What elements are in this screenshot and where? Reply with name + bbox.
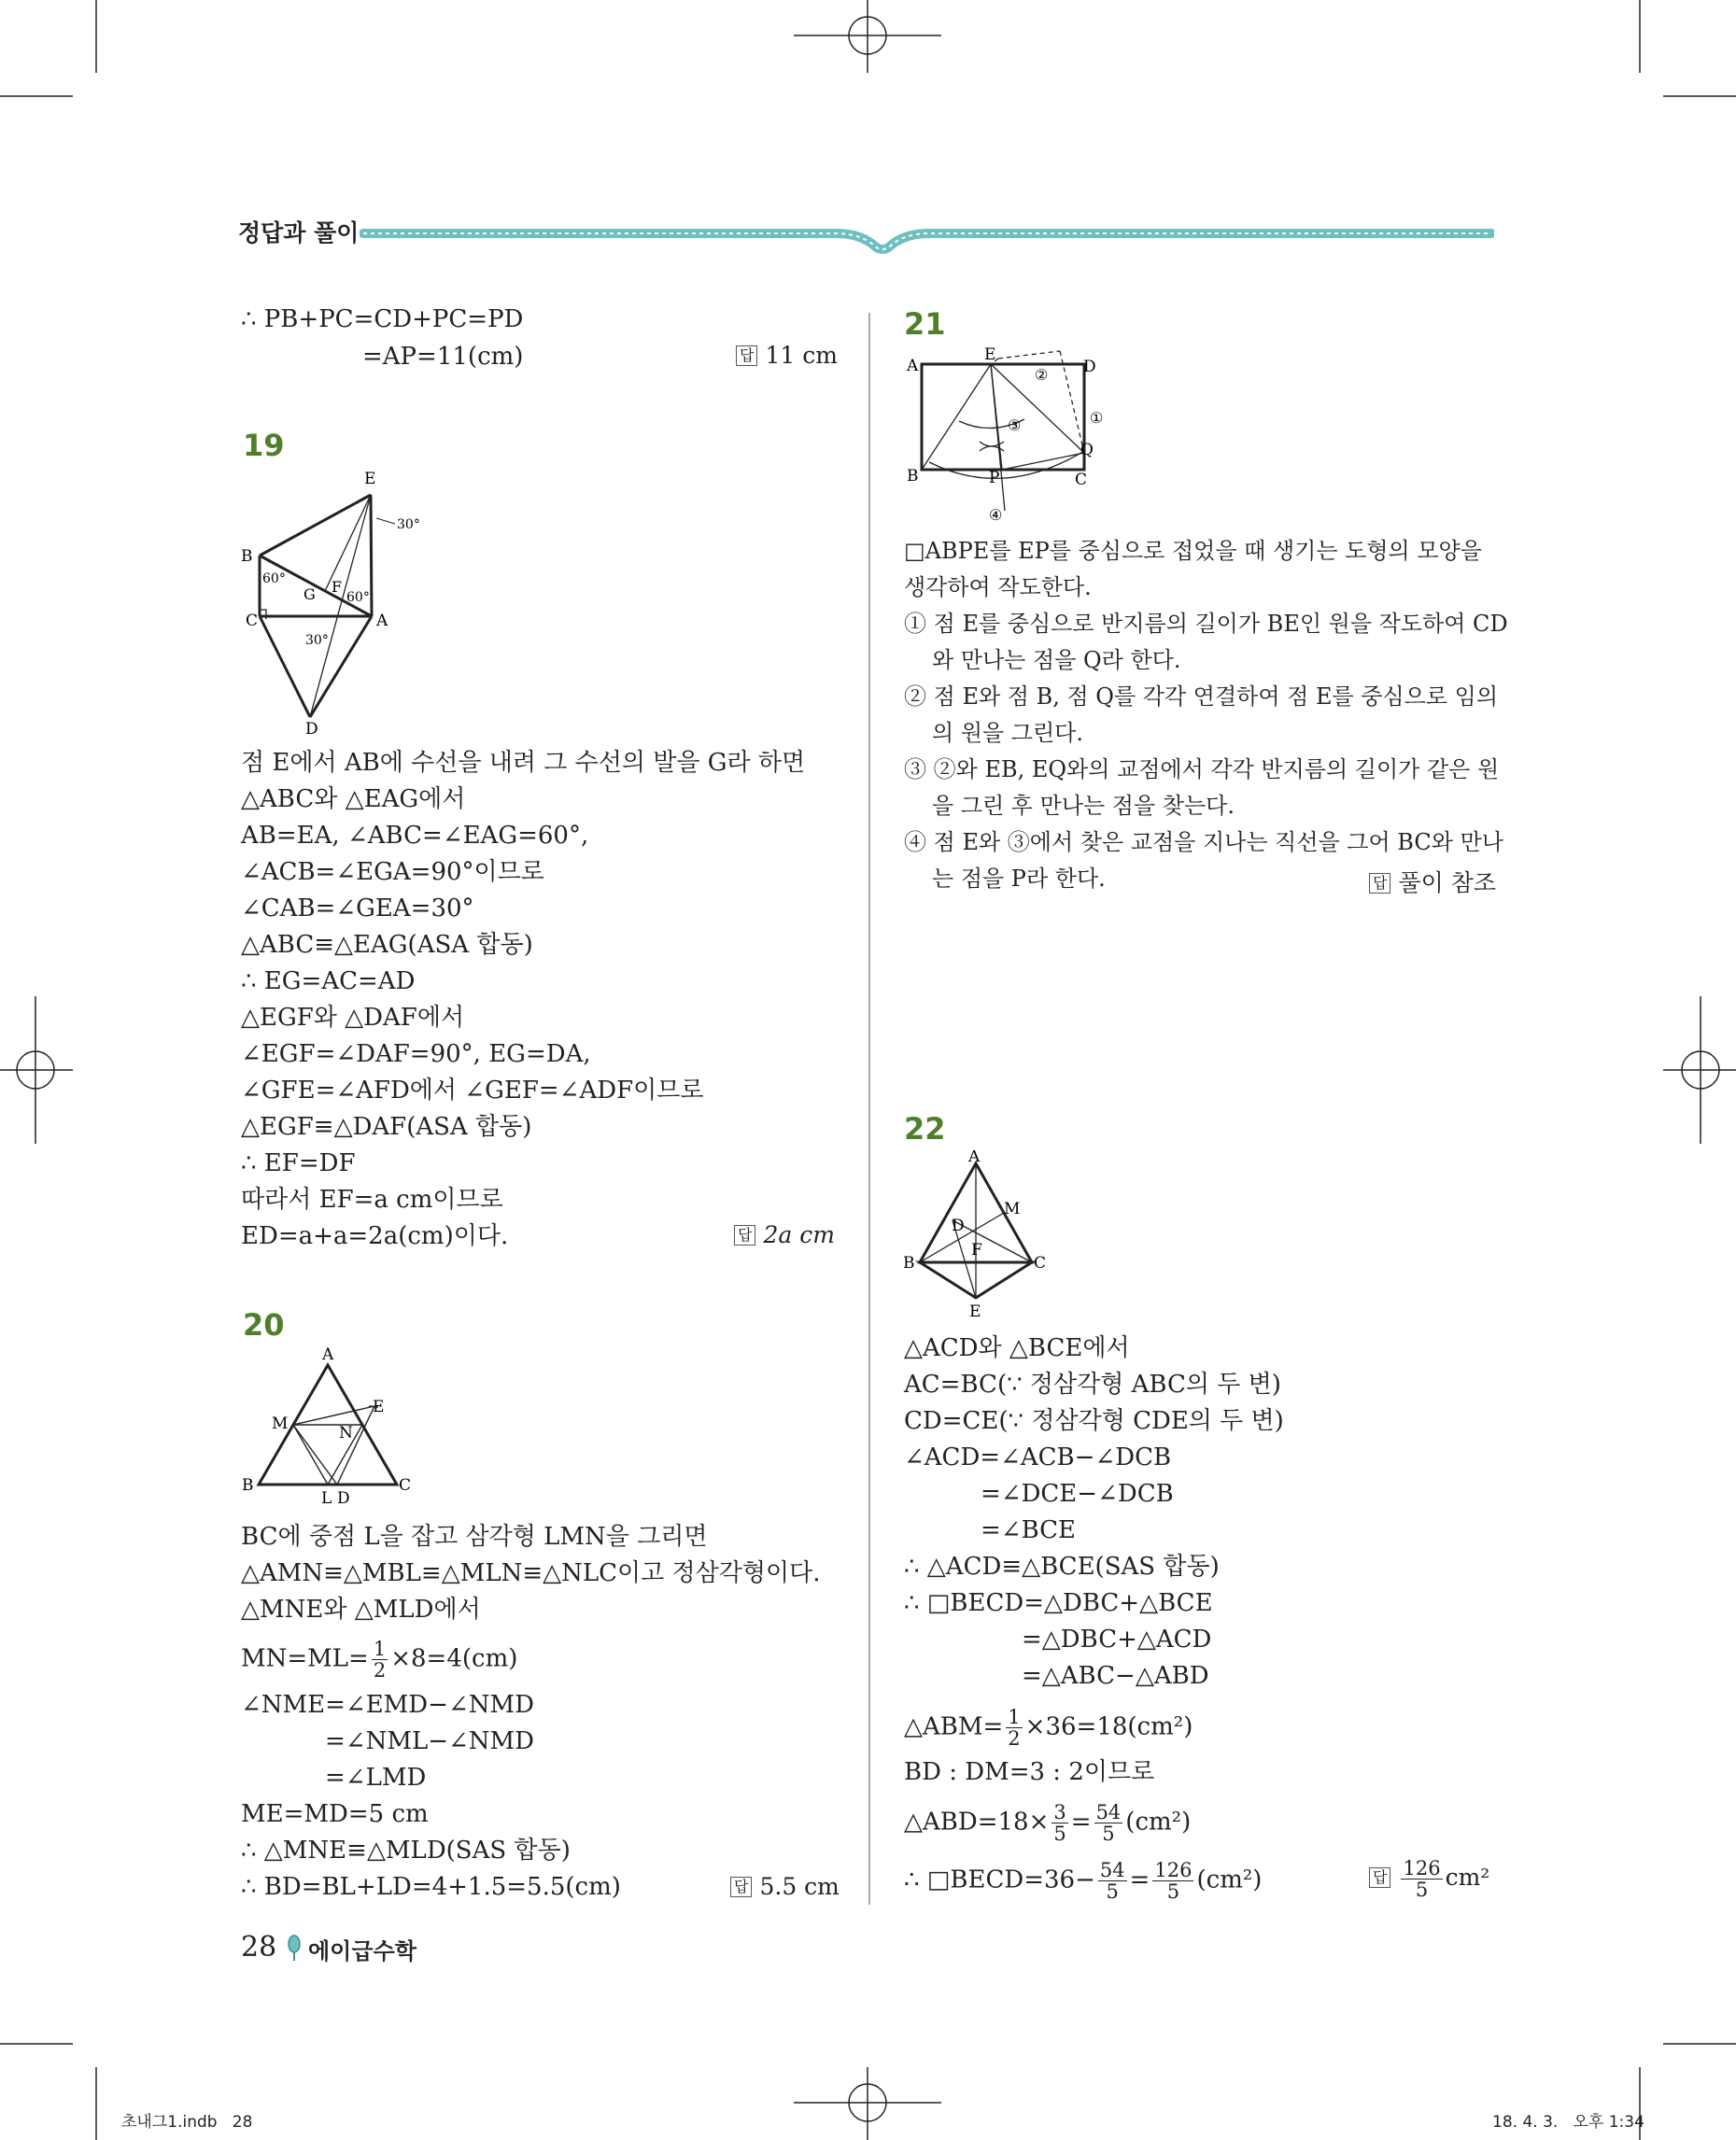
solution-line: AB=EA, ∠ABC=∠EAG=60°,	[241, 822, 589, 850]
solution-line: 의 원을 그린다.	[932, 720, 1083, 746]
fig-label: 30°	[397, 517, 420, 532]
solution-line: ∴ □BECD=△DBC+△BCE	[904, 1589, 1213, 1617]
print-timestamp: 18. 4. 3. 오후 1:34	[1492, 2113, 1644, 2132]
solution-line: □ABPE를 EP를 중심으로 접었을 때 생기는 도형의 모양을	[904, 538, 1482, 564]
solution-line: ③ ②와 EB, EQ와의 교점에서 각각 반지름의 길이가 같은 원	[904, 756, 1500, 782]
brand-name: 에이급수학	[308, 1938, 416, 1964]
fig-label: C	[1075, 471, 1088, 489]
fig-label: G	[303, 585, 316, 603]
fig-label: F	[332, 578, 343, 596]
fig-label: E	[984, 345, 996, 364]
solution-line: 점 E에서 AB에 수선을 내려 그 수선의 발을 G라 하면	[241, 749, 806, 777]
fig-label: M	[1004, 1200, 1021, 1218]
fig-label: M	[272, 1415, 289, 1433]
fig-label: F	[971, 1241, 982, 1260]
solution-line: △ABD=18× $\frac{3}{5}$ = $\frac{54}{5}$ (cm²)	[904, 1801, 1192, 1845]
answer-mark: 답	[1369, 873, 1390, 894]
solution-line: △ACD와 △BCE에서	[904, 1334, 1130, 1362]
solution-line: ∠EGF=∠DAF=90°, EG=DA,	[241, 1040, 591, 1068]
fig-label: Q	[1080, 441, 1094, 459]
solution-line: △EGF와 △DAF에서	[241, 1004, 465, 1032]
answer: 답 2a cm	[734, 1221, 835, 1248]
section-title: 정답과 풀이	[238, 219, 360, 246]
q22-figure	[901, 1150, 1060, 1323]
solution-line: ② 점 E와 점 B, 점 Q를 각각 연결하여 점 E를 중심으로 임의	[904, 683, 1499, 710]
fig-label: 60°	[346, 590, 370, 605]
fraction: $\frac{126}{5}$	[1403, 1857, 1441, 1901]
solution-line: BC에 중점 L을 잡고 삼각형 LMN을 그리면	[241, 1523, 708, 1551]
fig-label: A	[907, 357, 919, 375]
fig-label: A	[968, 1150, 981, 1166]
fig-label: A	[376, 612, 388, 630]
fig-label: E	[969, 1302, 981, 1321]
fig-label: B	[907, 467, 919, 486]
answer: 답 풀이 참조	[1369, 865, 1496, 898]
fig-label: D	[1083, 358, 1096, 376]
solution-line: 따라서 EF=a cm이므로	[241, 1186, 503, 1214]
solution-line: BD : DM=3 : 2이므로	[904, 1758, 1155, 1786]
brand-icon	[286, 1935, 303, 1963]
fig-label: N	[339, 1424, 353, 1443]
fig-label: C	[1034, 1254, 1047, 1273]
answer: 답 11 cm	[736, 342, 838, 369]
solution-line: =∠NML−∠NMD	[325, 1727, 534, 1755]
solution-line: ∴ BD=BL+LD=4+1.5=5.5(cm)	[241, 1873, 621, 1901]
answer-mark: 답	[1369, 1867, 1390, 1888]
solution-line: ∠GFE=∠AFD에서 ∠GEF=∠ADF이므로	[241, 1077, 704, 1105]
solution-line: 와 만나는 점을 Q라 한다.	[932, 647, 1181, 673]
question-number: 19	[243, 428, 285, 463]
solution-line: △EGF≡△DAF(ASA 합동)	[241, 1113, 532, 1141]
solution-line: =∠DCE−∠DCB	[981, 1480, 1174, 1508]
solution-line: ④ 점 E와 ③에서 찾은 교점을 지나는 직선을 그어 BC와 만나	[904, 829, 1503, 855]
header-decoration	[360, 213, 1494, 261]
fig-label: D	[952, 1217, 965, 1235]
question-number: 22	[904, 1111, 946, 1147]
solution-line: =△ABC−△ABD	[1022, 1662, 1209, 1690]
fraction: $\frac{54}{5}$	[1095, 1801, 1122, 1845]
fig-label: ③	[1008, 416, 1022, 434]
solution-line: 생각하여 작도한다.	[904, 574, 1092, 600]
answer-mark: 답	[736, 345, 757, 366]
fig-label: C	[246, 612, 259, 630]
fraction: $\frac{3}{5}$	[1053, 1801, 1066, 1845]
answer: 답 $\frac{126}{5}$ cm²	[1369, 1858, 1489, 1900]
solution-line: MN=ML= $\frac{1}{2}$ ×8=4(cm)	[241, 1638, 518, 1682]
fig-label: C	[399, 1476, 412, 1495]
solution-line: ∠ACD=∠ACB−∠DCB	[904, 1443, 1172, 1471]
fig-label: ①	[1090, 409, 1104, 427]
solution-line: ∴ □BECD=36− $\frac{54}{5}$ = $\frac{126}{5}$ (cm²)	[904, 1859, 1263, 1903]
solution-line: △ABC와 △EAG에서	[241, 785, 466, 813]
solution-line: ME=MD=5 cm	[241, 1800, 429, 1828]
solution-line: ∴ △ACD≡△BCE(SAS 합동)	[904, 1553, 1220, 1581]
q19-figure	[238, 467, 444, 738]
file-info: 초내그1.indb 28	[121, 2113, 253, 2132]
fig-label: 60°	[262, 571, 286, 586]
page-number: 28	[241, 1931, 277, 1964]
fig-label: 30°	[305, 633, 329, 648]
q21-figure	[901, 341, 1116, 528]
solution-line: ∴ PB+PC=CD+PC=PD	[241, 305, 524, 333]
fraction: $\frac{1}{2}$	[373, 1638, 387, 1682]
fig-label: ④	[989, 506, 1003, 524]
fig-label: D	[337, 1489, 350, 1508]
solution-line: AC=BC(∵ 정삼각형 ABC의 두 변)	[904, 1371, 1281, 1399]
fig-label: ②	[1035, 366, 1049, 384]
answer-mark: 답	[734, 1225, 755, 1246]
q20-figure	[238, 1345, 425, 1508]
solution-line: ∠NME=∠EMD−∠NMD	[241, 1691, 534, 1719]
answer-mark: 답	[730, 1877, 752, 1897]
fig-label: B	[241, 547, 253, 566]
solution-line: =∠BCE	[981, 1516, 1077, 1544]
solution-line: ∴ EF=DF	[241, 1149, 356, 1177]
solution-line: CD=CE(∵ 정삼각형 CDE의 두 변)	[904, 1407, 1284, 1435]
solution-line: =∠LMD	[325, 1764, 427, 1792]
fig-label: E	[364, 470, 376, 488]
solution-line: ∴ EG=AC=AD	[241, 967, 416, 995]
fig-label: B	[903, 1254, 915, 1273]
solution-line: ED=a+a=2a(cm)이다.	[241, 1222, 509, 1250]
solution-line: 는 점을 P라 한다.	[932, 866, 1106, 892]
solution-line: =△DBC+△ACD	[1022, 1626, 1212, 1654]
fig-label: D	[305, 720, 318, 738]
question-number: 20	[243, 1307, 285, 1343]
fraction: $\frac{126}{5}$	[1154, 1859, 1193, 1903]
solution-line: △MNE와 △MLD에서	[241, 1596, 481, 1624]
fraction: $\frac{54}{5}$	[1099, 1859, 1125, 1903]
solution-line: ① 점 E를 중심으로 반지름의 길이가 BE인 원을 작도하여 CD	[904, 611, 1508, 637]
fig-label: L	[321, 1489, 332, 1508]
solution-line: ∠ACB=∠EGA=90°이므로	[241, 858, 544, 886]
fig-label: A	[322, 1345, 334, 1364]
solution-line: ∴ △MNE≡△MLD(SAS 합동)	[241, 1837, 571, 1865]
question-number: 21	[904, 306, 946, 342]
column-divider	[868, 313, 870, 1905]
answer: 답 5.5 cm	[730, 1873, 840, 1900]
fig-label: E	[373, 1398, 385, 1416]
solution-line: =AP=11(cm)	[362, 343, 524, 371]
fig-label: B	[242, 1476, 254, 1495]
solution-line: ∠CAB=∠GEA=30°	[241, 894, 474, 922]
fraction: $\frac{1}{2}$	[1008, 1706, 1021, 1750]
solution-line: △ABC≡△EAG(ASA 합동)	[241, 931, 533, 959]
solution-line: 을 그린 후 만나는 점을 찾는다.	[932, 793, 1235, 819]
fig-label: P	[989, 469, 1000, 487]
solution-line: △AMN≡△MBL≡△MLN≡△NLC이고 정삼각형이다.	[241, 1559, 821, 1587]
solution-line: △ABM= $\frac{1}{2}$ ×36=18(cm²)	[904, 1706, 1193, 1750]
